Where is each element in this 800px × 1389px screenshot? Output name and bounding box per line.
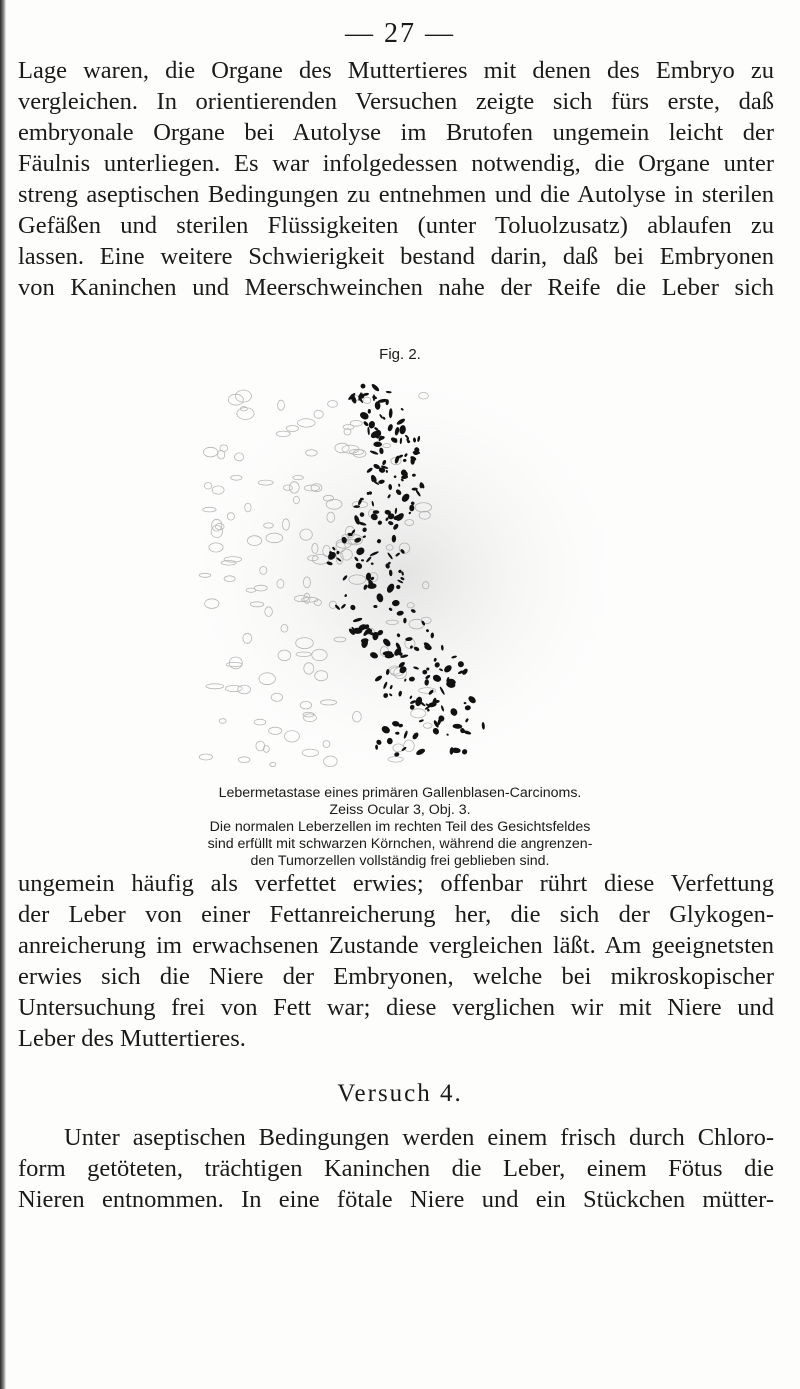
text-line: erwies sich die Niere der Embryonen, welche bei mikroskopischer [18,963,774,990]
micrograph-figure [195,375,635,775]
caption-line: Die normalen Leberzellen im rechten Teil des Gesichtsfeldes [209,819,591,835]
text-line: Lage waren, die Organe des Muttertieres mit denen des Embryo zu [18,57,774,84]
text-line: embryonale Organe bei Autolyse im Brutofen ungemein leicht der [18,119,774,146]
text-line: Leber des Muttertieres. [18,1025,246,1052]
text-line: von Kaninchen und Meerschweinchen nahe der Reife die Leber sich [18,274,774,301]
micrograph-field [195,375,620,775]
black-granule [409,505,414,512]
figure-label: Fig. 2. [379,346,421,363]
tumor-cell [199,754,212,760]
paragraph-bottom [18,1122,774,1215]
caption-line: den Tumorzellen vollständig frei geblieben sind. [250,853,550,869]
black-granule [361,559,364,561]
paragraph-mid [18,868,774,1054]
figure-caption [62,785,738,870]
text-line: der Leber von einer Fettanreicherung her, die sich der Glykogen- [18,901,774,928]
text-line: Untersuchung frei von Fett war; diese verglichen wir mit Niere und [18,994,774,1021]
tumor-cell [219,719,226,724]
text-line: Gefäßen und sterilen Flüssigkeiten (unter Toluolzusatz) ablaufen zu [18,212,774,239]
section-heading: Versuch 4. [337,1080,463,1107]
caption-line: sind erfüllt mit schwarzen Körnchen, während die angrenzen- [207,836,593,852]
tumor-cell [206,684,224,689]
page-binding-edge [0,0,6,1389]
tumor-cell [218,450,225,459]
text-line: vergleichen. In orientierenden Versuchen zeigte sich fürs erste, daß [18,88,774,115]
caption-line: Zeiss Ocular 3, Obj. 3. [329,802,471,818]
paragraph-top [18,55,774,303]
text-line: Fäulnis unterliegen. Es war infolgedessen notwendig, die Organe unter [18,150,774,177]
tumor-cell [256,741,265,751]
tumor-cell [270,762,276,766]
text-line: Nieren entnommen. In eine fötale Niere und ein Stückchen mütter- [18,1186,774,1213]
caption-line: Lebermetastase eines primären Gallenblasen-Carcinoms. [218,785,582,801]
text-line: anreicherung im erwachsenen Zustande vergleichen läßt. Am geeignetsten [18,932,774,959]
text-line: streng aseptischen Bedingungen zu entnehmen und die Autolyse in sterilen [18,181,774,208]
tumor-cell [204,483,211,490]
tumor-cell [278,400,285,410]
tumor-cell [239,757,250,763]
text-line: form getöteten, trächtigen Kaninchen die Leber, einem Fötus die [18,1155,774,1182]
text-line: ungemein häufig als verfettet erwies; offenbar rührt diese Verfettung [18,870,774,897]
page-number: — 27 — [345,18,455,49]
text-line: lassen. Eine weitere Schwierigkeit bestand darin, daß bei Embryonen [18,243,774,270]
tumor-cell [203,447,217,457]
text-line: Unter aseptischen Bedingungen werden einem frisch durch Chloro- [64,1124,774,1151]
black-granule [336,551,339,554]
tumor-cell [237,408,254,420]
